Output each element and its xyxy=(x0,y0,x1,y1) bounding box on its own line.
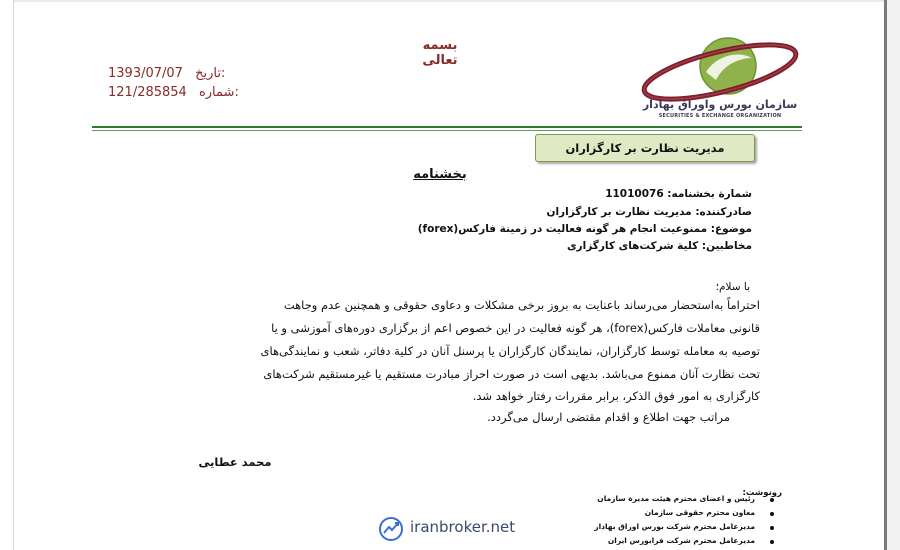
header-rule-thin xyxy=(92,130,802,131)
department-box: مدیریت نظارت بر کارگزاران xyxy=(535,134,755,162)
cc-bullet xyxy=(770,498,774,502)
subject-field: موضوع: ممنوعیت انجام هر گونه فعالیت در زمینة فارکس(forex) xyxy=(417,223,752,235)
besmeh-heading: بسمه تعالی xyxy=(422,38,458,68)
watermark-chart-icon xyxy=(378,516,404,542)
number-value: 121/285854 xyxy=(108,85,187,100)
document-title: بخشنامه xyxy=(413,167,467,182)
cc-bullet xyxy=(770,526,774,530)
date-value: 1393/07/07 xyxy=(108,66,183,81)
date-label: تاریخ: xyxy=(195,66,226,81)
cc-item: مدیرعامل محترم شرکت فرابورس ایران xyxy=(607,536,755,545)
audience-field: مخاطبین: کلیة شرکت‌های کارگزاری xyxy=(566,240,752,252)
page-top-edge xyxy=(14,0,884,2)
cc-item: معاون محترم حقوقی سازمان xyxy=(644,508,755,517)
body-line-3: توصیه به معامله توسط کارگزاران، نمایندگان کارگزاران یا پرسنل آنان در کلیة دفاتر، شعب و نمایندگی‌های xyxy=(260,344,760,358)
issuer-field: صادرکننده: مدیریت نظارت بر کارگزاران xyxy=(546,206,752,218)
body-line-1: احتراماً به‌استحضار می‌رساند باعنایت به بروز برخی مشکلات و دعاوی حقوقی و همچنین عدم وجاهت xyxy=(283,298,760,312)
signer-name: محمد عطایی xyxy=(198,455,272,469)
number-line xyxy=(108,85,239,100)
body-line-2: قانونی معاملات فارکس(forex)، هر گونه فعالیت در این خصوص اعم از برگزاری دوره‌های آموزشی و یا xyxy=(271,321,760,335)
body-line-5: کارگزاری به امور فوق الذکر، برابر مقررات رفتار خواهد شد. xyxy=(472,389,760,403)
body-line-4: تحت نظارت آنان ممنوع می‌باشد. بدیهی است در صورت احراز مبادرت مستقیم یا غیرمستقیم شرکت‌های xyxy=(263,367,760,381)
logo-name-fa: سازمان بورس واوراق بهادار xyxy=(642,98,798,111)
page-left-edge xyxy=(13,0,14,550)
circular-number: شمارة بخشنامه: 11010076 xyxy=(605,188,752,200)
logo-name-en: SECURITIES & EXCHANGE ORGANIZATION xyxy=(658,113,782,119)
watermark-text: iranbroker.net xyxy=(410,518,516,536)
cc-bullet xyxy=(770,512,774,516)
number-label: شماره: xyxy=(198,85,239,100)
cc-label: رونوشت: xyxy=(742,488,782,498)
page-right-shadow xyxy=(887,0,900,550)
cc-item: مدیرعامل محترم شرکت بورس اوراق بهادار xyxy=(594,522,755,531)
cc-item: رئیس و اعضای محترم هیئت مدیرة سازمان xyxy=(597,494,755,503)
greeting: با سلام؛ xyxy=(715,281,750,293)
body-line-6: مراتب جهت اطلاع و اقدام مقتضی ارسال می‌گردد. xyxy=(487,410,730,424)
date-line xyxy=(108,66,225,81)
cc-bullet xyxy=(770,540,774,544)
header-rule xyxy=(92,126,802,128)
